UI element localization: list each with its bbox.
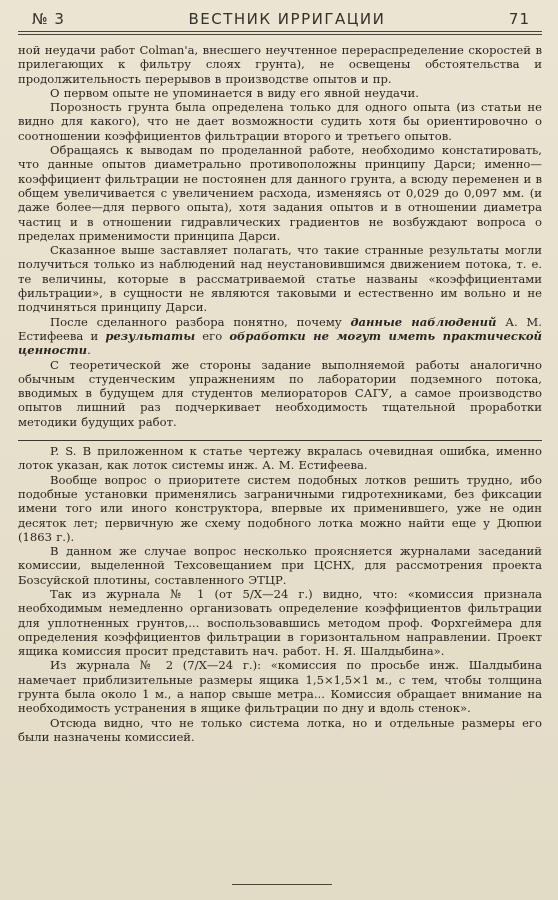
- issue-number: № 3: [32, 10, 65, 28]
- postscript-priority: Вообще вопрос о приоритете систем подобных лотков решить трудно, ибо подобные установки применялись заграничными гидротехниками, без фиксации имени того или иного конструктора, впервые их применившего, уже не один десяток лет; первичную же схему подобного лотка можно найти еще у Дюпюи (1863 г.).: [18, 472, 542, 544]
- page-number: 71: [508, 10, 530, 28]
- end-rule: [232, 884, 332, 885]
- postscript-journal-2: Из журнала № 2 (7/X—24 г.): «комиссия по просьбе инж. Шалдыбина намечает приблизительные размеры ящика 1,5×1,5×1 м., с тем, чтобы толщина грунта была около 1 м., а напор свыше метра... Комиссия обращает внимание на необходимость устранения в ящике фильтрации по дну и вдоль стенок».: [18, 658, 542, 716]
- running-header: [18, 10, 542, 31]
- emphasis-observations: данные наблюдений: [350, 314, 497, 329]
- paragraph-first-experiment: О первом опыте не упоминается в виду его явной неудачи.: [50, 85, 419, 100]
- postscript-commission: В данном же случае вопрос несколько проясняется журналами заседаний комиссии, выделенной Техсовещанием при ЦСНХ, для рассмотрения проекта Бозсуйской плотины, составленного ЭТЦР.: [18, 544, 542, 587]
- header-rule: [18, 31, 542, 35]
- paragraph-continuation: ной неудачи работ Colman'а, внесшего неучтенное перераспределение скоростей в прилегающих к фильтру слоях грунта), не освещены обстоятельства и продолжительность перерывов в производстве опытов и пр.: [18, 43, 542, 86]
- paragraph-unsteady-flow: Сказанное выше заставляет полагать, что такие странные результаты могли получиться только из наблюдений над неустановившимся движением потока, т. е. те величины, которые в рассматриваемой статье названы «коэффициентами фильтрации», в сущности не являются таковыми и естественно им вольно и не подчиняться принципу Дарси.: [18, 243, 542, 315]
- journal-title: ВЕСТНИК ИРРИГАЦИИ: [188, 10, 386, 28]
- paragraph-porosity: Порозность грунта была определена только для одного опыта (из статьи не видно для какого), что не дает возможности судить хотя бы ориентировочно о соотношении коэффициентов фильтрации второго и третьего опытов.: [18, 100, 542, 143]
- emphasis-results: результаты: [105, 328, 196, 343]
- paragraph-theoretical-side: С теоретической же стороны задание выполняемой работы аналогично обычным студенческим упражнениям по лаборатории подземного потока, вводимых в будущем для студентов мелиораторов САГУ, а самое производство опытов лишний раз подчеркивает необходимость тщательной проработки методики будущих работ.: [18, 357, 542, 429]
- postscript-conclusion: Отсюда видно, что не только система лотка, но и отдельные размеры его были назначены комиссией.: [18, 715, 542, 744]
- paragraph-analysis-result: После сделанного разбора понятно, почему данные наблюдений А. М. Естифеева и результаты его обработки не могут иметь практической ценности.: [18, 314, 542, 358]
- paragraph-conclusions: Обращаясь к выводам по проделанной работе, необходимо констатировать, что данные опытов диаметрально противоположны принципу Дарси; именно—коэффициент фильтрации не постоянен для данного грунта, а всюду переменен и в общем увеличивается с увеличением расхода, изменяясь от 0,029 до 0,097 мм. (и даже более—для первого опыта), хотя задания опытов и в отношении диаметра частиц и в отношении гидравлических градиентов не возбуждают вопроса о пределах применимости принципа Дарси.: [18, 143, 542, 243]
- section-divider: [18, 440, 542, 441]
- postscript-journal-1: Так из журнала № 1 (от 5/X—24 г.) видно, что: «комиссия признала необходимым немедленно организовать определение коэффициентов фильтрации для уплотненных грунтов,... воспользовавшись методом проф. Форхгеймера для определения коэффициентов фильтрации в горизонтальном направлении. Проект ящика комиссия просит представить нач. работ. Н. Я. Шалдыбина».: [18, 586, 542, 659]
- postscript-paragraph: P. S. В приложенном к статье чертежу вкралась очевидная ошибка, именно лоток указан, как лоток системы инж. А. М. Естифеева.: [18, 444, 542, 473]
- emphasis-no-value: обработки не могут иметь практической ценности: [18, 328, 542, 358]
